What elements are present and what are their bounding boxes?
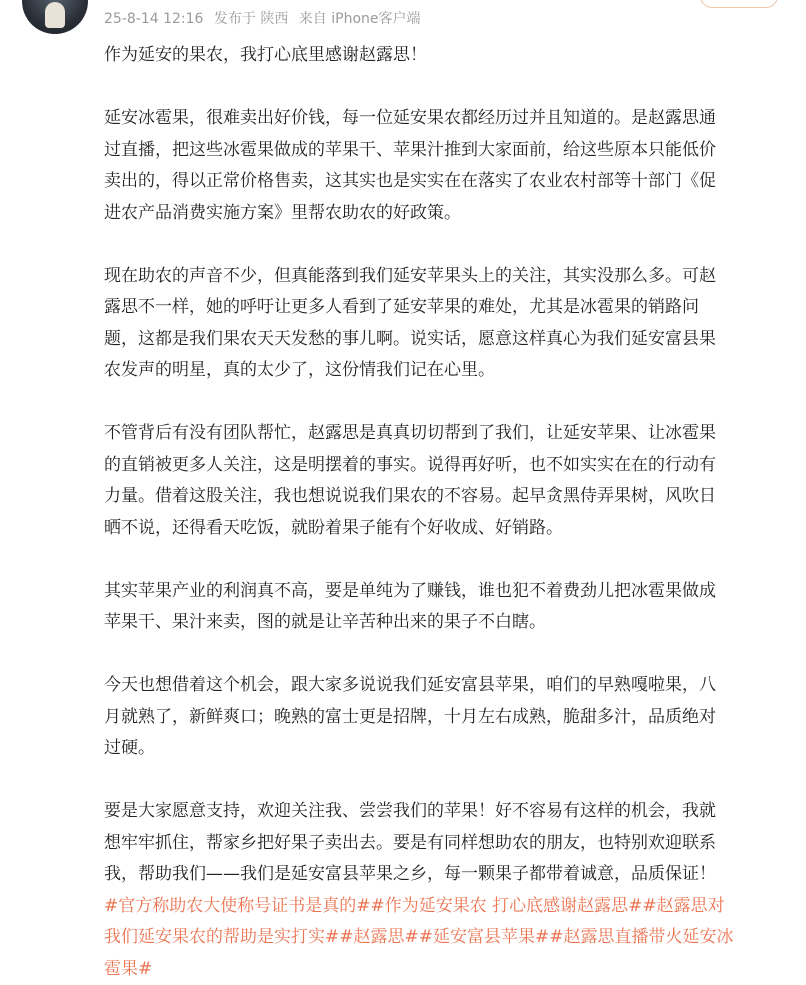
paragraph-5: 其实苹果产业的利润真不高，要是单纯为了赚钱，谁也犯不着费劲儿把冰雹果做成 苹果干、果汁来卖，图的就是让辛苦种出来的果子不白瞎。 (104, 576, 782, 639)
paragraph-7: 要是大家愿意支持，欢迎关注我、尝尝我们的苹果！好不容易有这样的机会，我就 想牢牢抓住，帮家乡把好果子卖出去。要是有同样想助农的朋友，也特别欢迎联系 我，帮助我们——我们是延安富县苹果之乡，每一颗果子都带着诚意，品质保证！ (104, 796, 782, 891)
paragraph-1: 作为延安的果农，我打心底里感谢赵露思！ (104, 40, 782, 72)
post-location: 发布于 陕西 (214, 11, 288, 27)
post-meta (104, 8, 421, 28)
author-avatar[interactable] (22, 0, 88, 34)
follow-button[interactable] (700, 0, 778, 8)
paragraph-4: 不管背后有没有团队帮忙，赵露思是真真切切帮到了我们，让延安苹果、让冰雹果 的直销被更多人关注，这是明摆着的事实。说得再好听，也不如实实在在的行动有 力量。借着这股关注，我也想说说我们果农的不容易。起早贪黑侍弄果树，风吹日 晒不说，还得看天吃饭，就盼着果子能有个好收成、好销路。 (104, 418, 782, 544)
paragraph-2: 延安冰雹果，很难卖出好价钱，每一位延安果农都经历过并且知道的。是赵露思通 过直播，把这些冰雹果做成的苹果干、苹果汁推到大家面前，给这些原本只能低价 卖出的，得以正常价格售卖，这其实也是实实在在落实了农业农村部等十部门《促 进农产品消费实施方案》里帮农助农的好政策。 (104, 103, 782, 229)
paragraph-6: 今天也想借着这个机会，跟大家多说说我们延安富县苹果，咱们的早熟嘎啦果，八 月就熟了，新鲜爽口；晚熟的富士更是招牌，十月左右成熟，脆甜多汁，品质绝对 过硬。 (104, 670, 782, 765)
paragraph-3: 现在助农的声音不少，但真能落到我们延安苹果头上的关注，其实没那么多。可赵 露思不一样，她的呼吁让更多人看到了延安苹果的难处，尤其是冰雹果的销路问 题，这都是我们果农天天发愁的事儿啊。说实话，愿意这样真心为我们延安富县果 农发声的明星，真的太少了，这份情我们记在心里。 (104, 261, 782, 387)
post-time[interactable]: 25-8-14 12:16 (104, 11, 203, 27)
post-content (104, 40, 782, 985)
hashtag-links[interactable]: #官方称助农大使称号证书是真的##作为延安果农 打心底感谢赵露思##赵露思对 我们延安果农的帮助是实打实##赵露思##延安富县苹果##赵露思直播带火延安冰 雹果# (104, 891, 782, 985)
avatar-figure (45, 2, 65, 28)
post-source: 来自 iPhone客户端 (299, 11, 421, 27)
